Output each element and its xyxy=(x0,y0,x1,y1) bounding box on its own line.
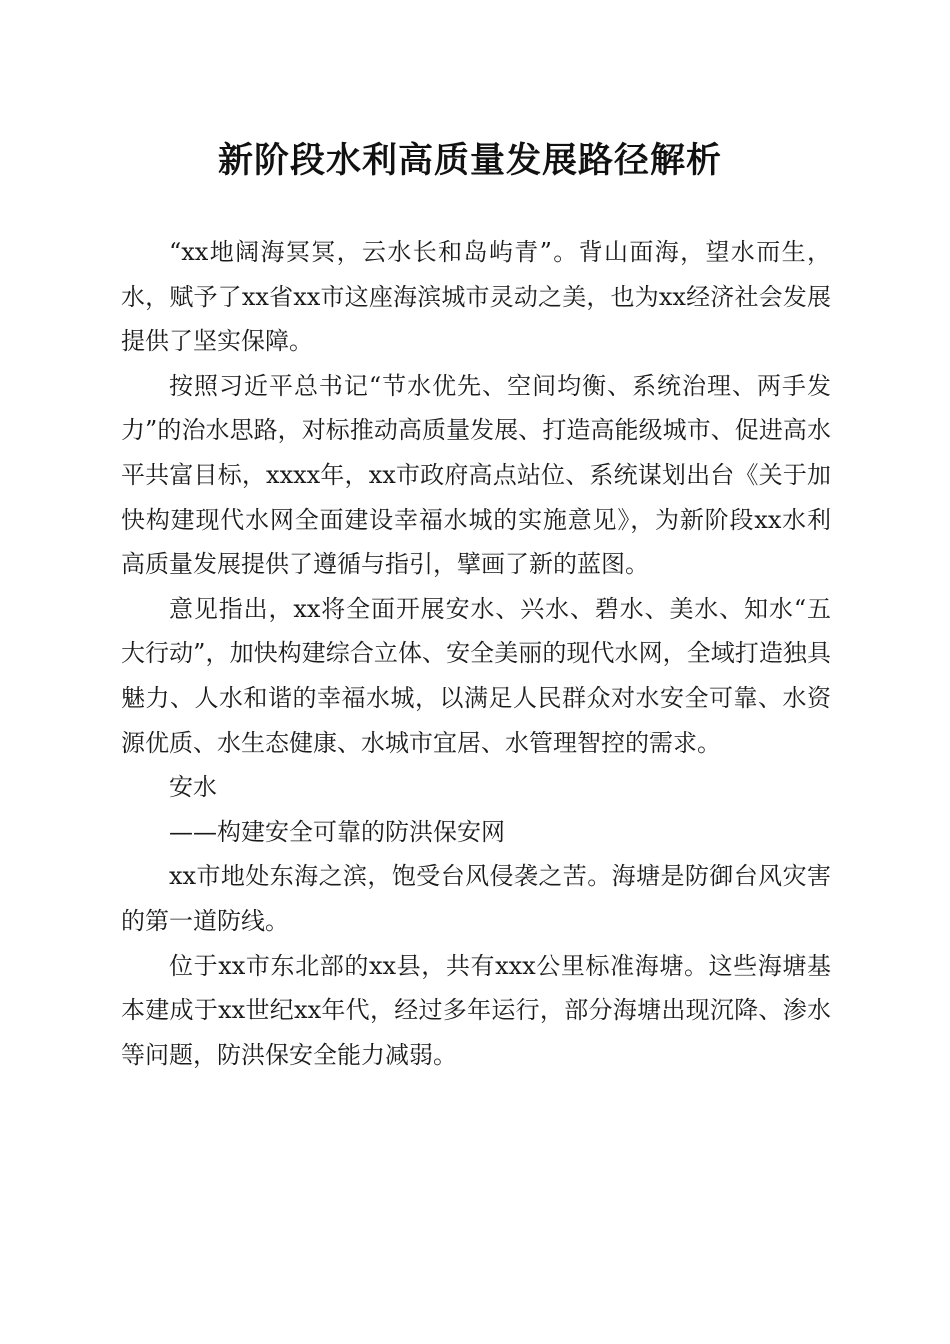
section-subheading: ——构建安全可靠的防洪保安网 xyxy=(169,817,505,846)
paragraph-intro: “xx地阔海冥冥，云水长和岛屿青”。背山面海，望水而生，水，赋予了xx省xx市这座海滨城市灵动之美，也为xx经济社会发展提供了坚实保障。 xyxy=(121,238,831,356)
paragraph-seawall: 位于xx市东北部的xx县，共有xxx公里标准海塘。这些海塘基本建成于xx世纪xx年代，经过多年运行，部分海塘出现沉降、渗水等问题，防洪保安全能力减弱。 xyxy=(121,951,831,1069)
section-heading-anshui: 安水 xyxy=(169,773,217,802)
document-title: 新阶段水利高质量发展路径解析 xyxy=(217,140,722,181)
paragraph-opinion: 意见指出，xx将全面开展安水、兴水、碧水、美水、知水“五大行动”，加快构建综合立体、安全美丽的现代水网，全域打造独具魅力、人水和谐的幸福水城，以满足人民群众对水安全可靠、水资源优质、水生态健康、水城市宜居、水管理智控的需求。 xyxy=(121,594,831,757)
document-body xyxy=(121,230,831,1077)
paragraph-policy: 按照习近平总书记“节水优先、空间均衡、系统治理、两手发力”的治水思路，对标推动高质量发展、打造高能级城市、促进高水平共富目标，xxxx年，xx市政府高点站位、系统谋划出台《关于加快构建现代水网全面建设幸福水城的实施意见》，为新阶段xx水利高质量发展提供了遵循与指引，擘画了新的蓝图。 xyxy=(121,371,831,579)
paragraph-typhoon: xx市地处东海之滨，饱受台风侵袭之苦。海塘是防御台风灾害的第一道防线。 xyxy=(121,862,831,935)
